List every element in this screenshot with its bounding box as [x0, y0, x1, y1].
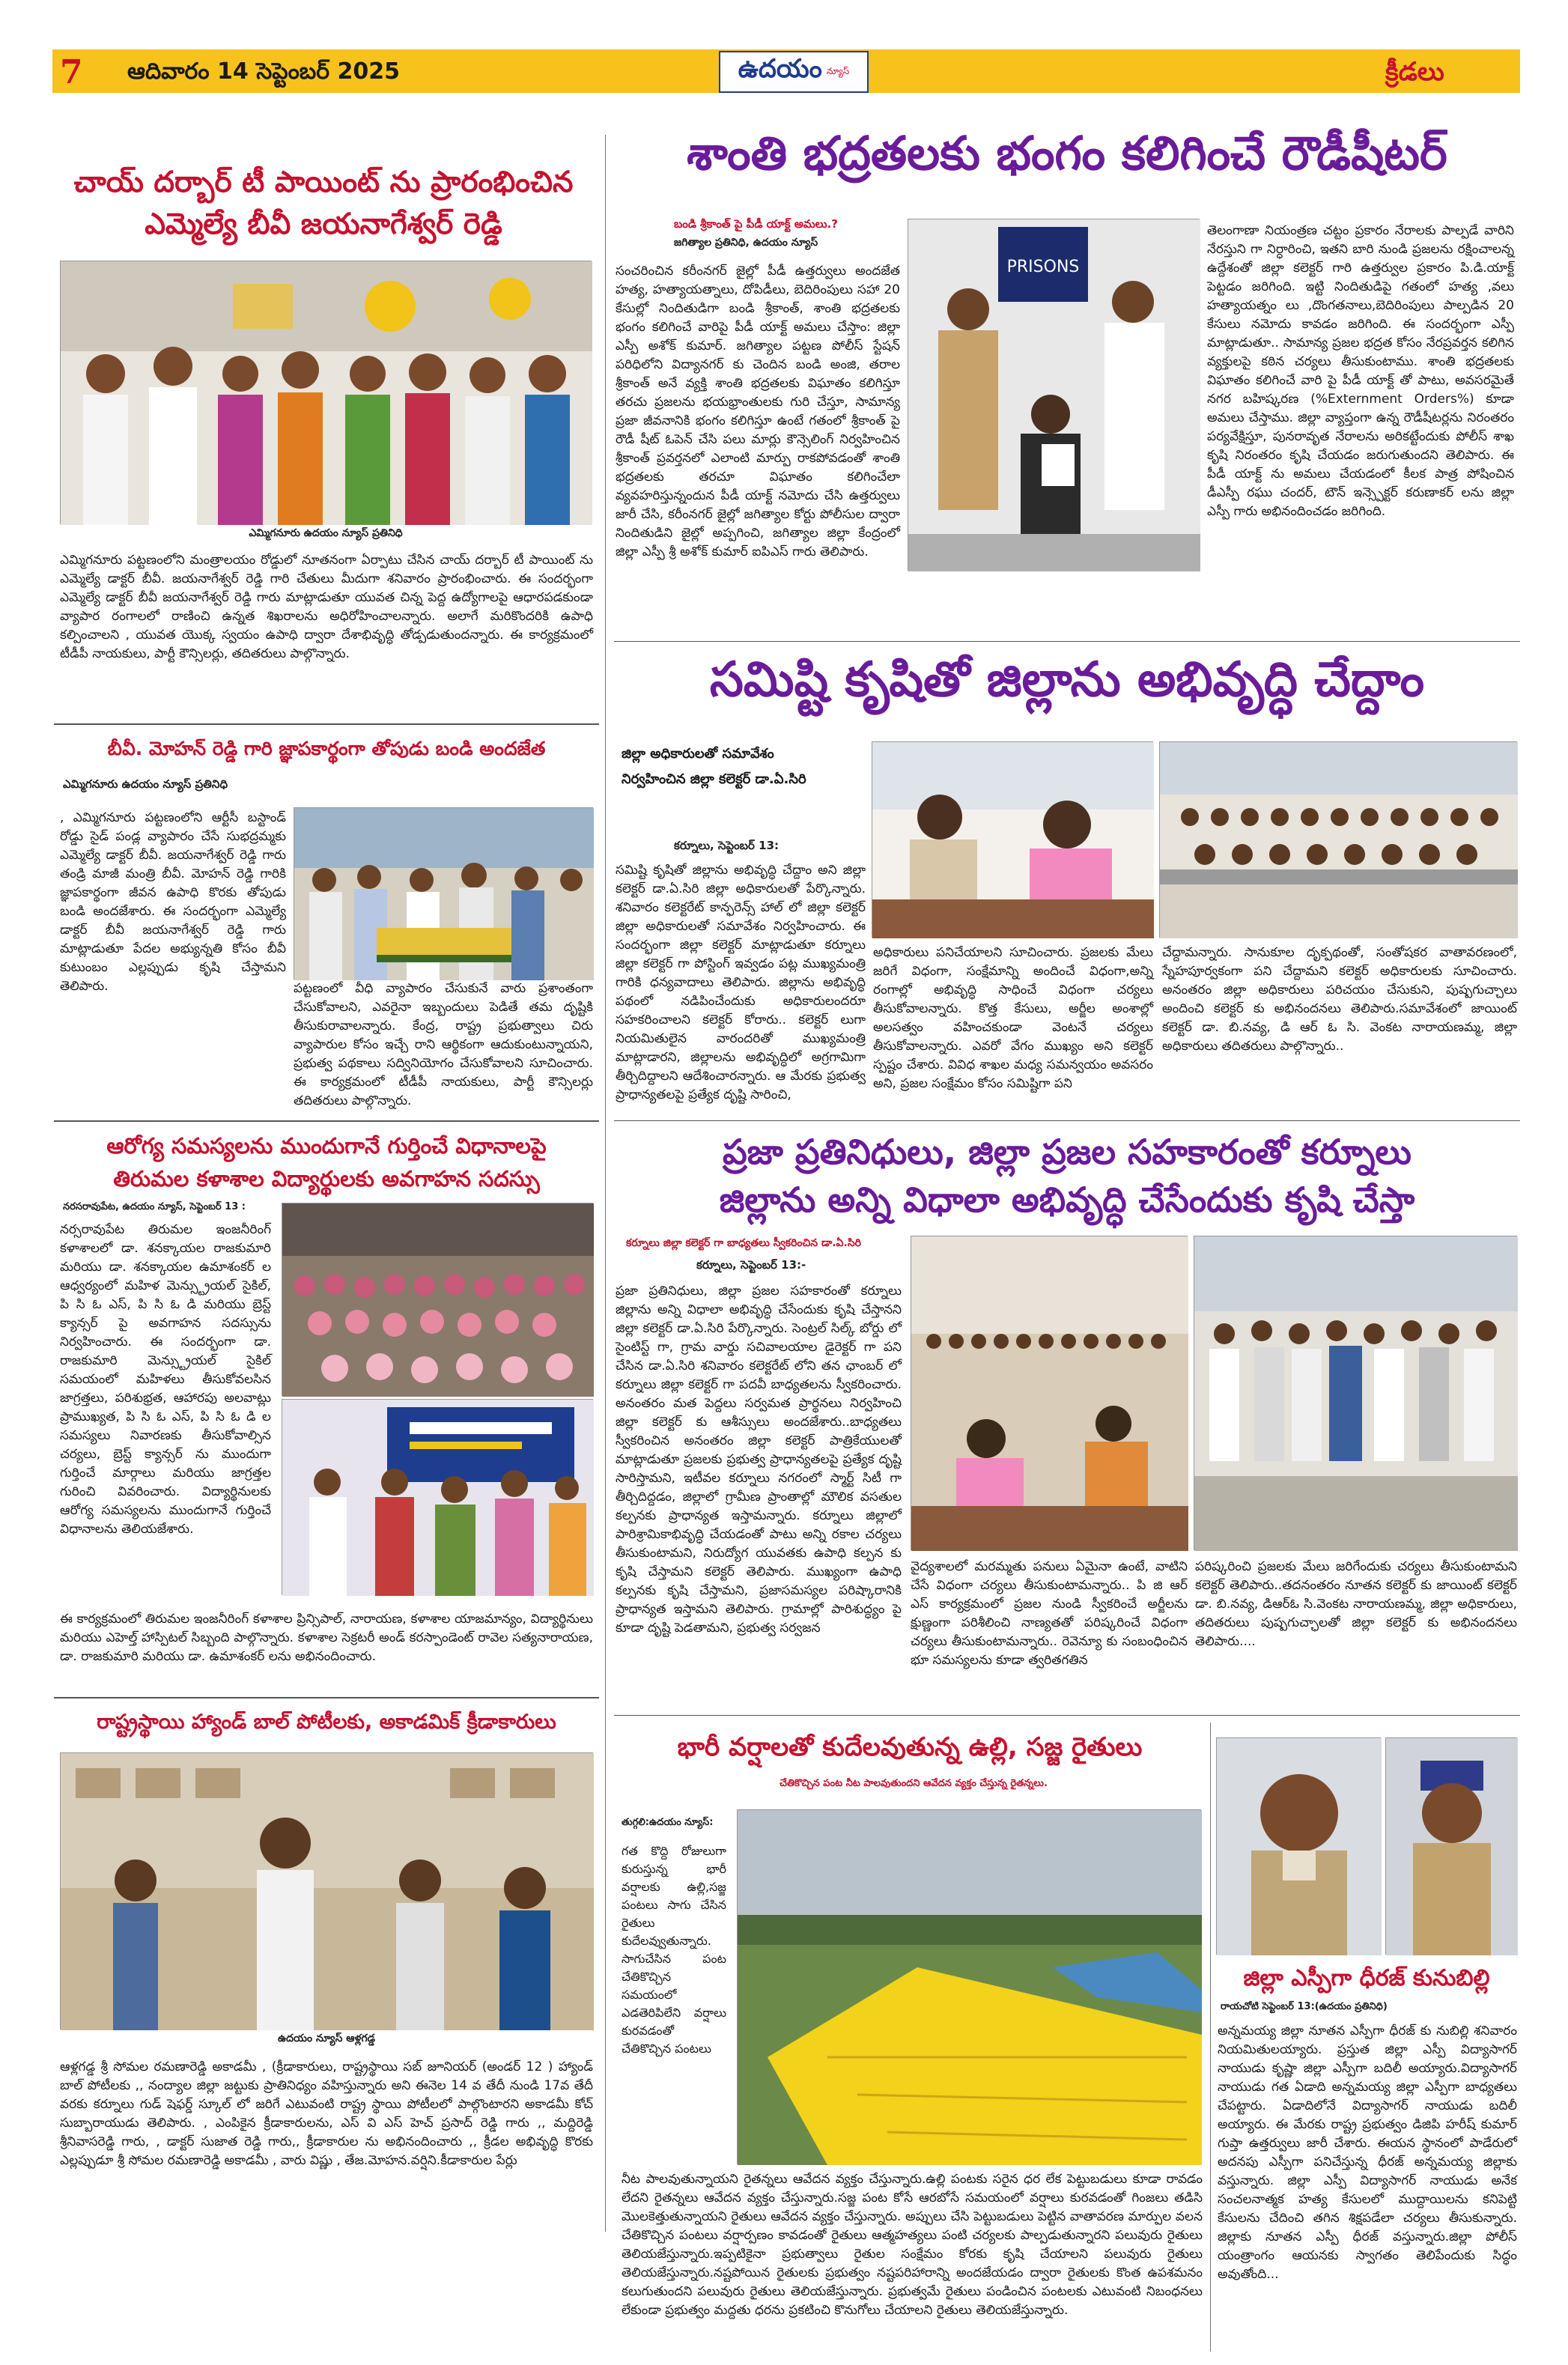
sp-headline: జిల్లా ఎస్పీగా ధీరజ్ కునుబిల్లి — [1243, 1965, 1490, 1991]
sp-body: అన్నమయ్య జిల్లా నూతన ఎస్పీగా ధీరజ్ కు నుబిల్లి శనివారం నియమితులయ్యారు. ప్రస్తుత జిల్లా ఎస్పీ విద్యాసాగర్ నాయుడు కృష్ణా జిల్లా ఎస్పీగా బదిలీ అయ్యారు.విద్యాసాగర్ నాయుడు గత ఏడాది అన్నమయ్య జిల్లా ఎస్పీగా బాధ్యతలు చేపట్టారు. ఏడాదిలోనే విద్యాసాగర్ నాయుడు బదిలీ అయ్యారు. ఈ మేరకు రాష్ట్ర ప్రభుత్వం డిజిపి హరీష్ కుమార్ గుప్తా ఉత్తర్వులు జారీ చేశారు. ఈయన స్థానంలో పాడేరులో అదనపు ఎస్పీగా పనిచేస్తున్న ధీరజ్ అన్నమయ్య జిల్లాకు వస్తున్నారు. జిల్లా ఎస్పీ విద్యాసాగర్ నాయుడు అనేక సంచలనాత్మక హత్య కేసులలో ముద్దాయిలను కనిపెట్టి కేసులను చేదించి తగిన శిక్షపడేలా చర్యలు తీసుకున్నారు. జిల్లాకు నూతన ఎస్పీ ధీరజ్ వస్తున్నారు.జిల్లా పోలీస్ యంత్రాంగం ఆయనకు స్వాగతం తెలిపేందుకు సిద్ధం అవుతోంది... — [1218, 2024, 1517, 2282]
thirumala-photo-1 — [282, 1203, 593, 1396]
mohan-body-wide: పట్టణంలో వీధి వ్యాపారం చేసుకునే వారు ప్రశాంతంగా చేసుకోవాలని, ఎవరైనా ఇబ్బందులు పెడితే తమ దృష్టికి తీసుకురావాలన్నారు. కేంద్ర, రాష్ట్ర ప్రభుత్వాలు చిరు వ్యాపారుల కోసం ఇచ్చే రాని ఆర్థికంగా ఆదుకుంటున్నాయని, ప్రభుత్వ పథకాలు సద్వినియోగం చేసుకోవాలని సూచించారు. ఈ కార్యక్రమంలో టీడీపీ నాయకులు, పార్టీ కౌన్సిలర్లు తదితరులు పాల్గొన్నారు. — [294, 981, 593, 1108]
kurnool-photo-1 — [911, 1236, 1188, 1550]
sp-byline: రాయచోటి సెప్టెంబర్ 13:(ఉదయం ప్రతినిధి) — [1221, 2001, 1388, 2012]
divider — [614, 1120, 1520, 1121]
farmers-body-narrow: గత కొద్ది రోజులుగా కురుస్తున్న భారీ వర్షాలకు ఉల్లి,సజ్జ పంటలు సాగు చేసిన రైతులు కుదేలవ్వుతున్నారు. సాగుచేసిన పంట చేతికొచ్చిన సమయంలో ఎడతెరిపిలేని వర్షాలు కురవడంతో చేతికొచ్చిన పంటలు — [622, 1844, 726, 2056]
mohan-body-narrow: , ఎమ్మిగనూరు పట్టణంలోని ఆర్టీసీ బస్టాండ్ రోడ్డు సైడ్ పండ్ల వ్యాపారం చేసే సుభద్రమ్మకు ఎమ్మెల్యే డాక్టర్ బీవీ. జయనాగేశ్వర్ రెడ్డి గారు తండ్రి మాజీ మంత్రి బీవీ. మోహన్ రెడ్డి గారికి జ్ఞాపకార్థంగా జీవన ఉపాధి కొరకు తోపుడు బండి అందజేశారు. ఈ సందర్భంగా ఎమ్మెల్యే డాక్టర్ బీవీ జయనాగేశ్వర్ రెడ్డి గారు మాట్లాడుతూ పేదల అభ్యున్నతి కోసం బీవీ కుటుంబం ఎల్లప్పుడు కృషి చేస్తామని తెలిపారు. — [60, 810, 286, 994]
collector-col3: చేద్దామన్నారు. సానుకూల దృక్పథంతో, సంతోషకర వాతావరణంలో, స్నేహపూర్వకంగా పని చేద్దామని కలెక్టర్ అధికారులకు సూచించారు. అనంతరం జిల్లా అధికారులు పరిచయం చేసుకుని, పుష్పగుచ్చాలు అందించి కలెక్టర్ కు అభినందనలు తెలిపారు.సమావేశంలో జాయింట్ కలెక్టర్ డా. బి.నవ్య, డి ఆర్ ఓ సి. వెంకట నారాయణమ్మ, జిల్లా అధికారులు తదితరులు పాల్గొన్నారు.. — [1162, 945, 1517, 1054]
collector-subhead-1: జిల్లా అధికారులతో సమావేశం — [622, 746, 774, 762]
farmers-subhead: చేతికొచ్చిన పంట నీట పాలవుతుందని ఆవేదన వ్యక్తం చేస్తున్న రైతన్నలు. — [780, 1778, 1048, 1789]
kurnool-col2: వైద్యశాలలో మరమ్మతు పనులు ఏమైనా ఉంటే, వాటిని చేసే విధంగా చర్యలు తీసుకుంటామన్నారు.. పి జి ఆర్ ఎస్ కార్యక్రమంలో ప్రజల నుండి స్వీకరించే అర్జీలను క్షుణ్ణంగా పరిశీలించి నాణ్యతతో పరిష్కరించే విధంగా చర్యలు తీసుకుంటామన్నారు.. రెవెన్యూ కు సంబంధించిన భూ సమస్యలను కూడా త్వరితగతిన — [911, 1559, 1188, 1668]
divider — [54, 723, 599, 725]
kurnool-headline-1: ప్రజా ప్రతినిధులు, జిల్లా ప్రజల సహకారంతో కర్నూలు — [723, 1132, 1411, 1172]
collector-col2: అధికారులు పనిచేయాలని సూచించారు. ప్రజలకు మేలు జరిగే విధంగా, సంక్షేమాన్ని అందించే విధంగా,అన్ని రంగాల్లో అభివృద్ధి సాధించే విధంగా చర్యలు తీసుకోవాలన్నారు. కొత్త కేసులు, అర్జీల అంశాల్లో అలసత్వం వహించకుండా వెంటనే చర్యలు తీసుకోవాలన్నారు. ఎవరో వేగం ముఖ్యం అని కలెక్టర్ స్పష్టం చేశారు. వివిధ శాఖల మధ్య సమన్వయం అవసరం అని, ప్రజల సంక్షేమం కోసం సమిష్టిగా పని — [873, 945, 1153, 1091]
kurnool-subhead: కర్నూలు జిల్లా కలెక్టర్ గా బాధ్యతలు స్వీకరించిన డా.ఏ.సిరి — [626, 1237, 861, 1249]
thirumala-body-wide: ఈ కార్యక్రమంలో తిరుమల ఇంజనీరింగ్ కళాశాల ప్రిన్సిపాల్, నారాయణ, కళాశాల యాజమాన్యం, విద్యార్థినులు మరియు ఎహెల్త్ హాస్పిటల్ సిబ్బంది పాల్గొన్నారు. కళాశాల సెక్రటరీ అండ్ కరస్పాండెంట్ రావెల సత్యనారాయణ, డా. రాజకుమారి మరియు డా. ఉమాశంకర్ లను అభినందించారు. — [60, 1612, 593, 1664]
farmers-photo — [737, 1809, 1201, 2164]
svg-text:PRISONS: PRISONS — [1006, 258, 1080, 276]
issue-date: ఆదివారం 14 సెప్టెంబర్ 2025 — [127, 58, 401, 85]
column-divider — [1210, 1722, 1211, 2352]
kurnool-headline-2: జిల్లాను అన్ని విధాలా అభివృద్ధి చేసేందుకు కృషి చేస్తా — [719, 1180, 1415, 1220]
thirumala-photo-2 — [282, 1399, 593, 1595]
divider — [54, 1120, 599, 1122]
kurnool-col3: పరిష్కరించి ప్రజలకు మేలు జరిగేందుకు చర్యలు తీసుకుంటామని కలెక్టర్ తెలిపారు..తదనంతరం నూతన కలెక్టర్ కు జాయింట్ కలెక్టర్ డా. బి.నవ్య, డిఆర్ఓ సి.వెంకట నారాయణమ్మ, జిల్లా అధికారులు, తదితరులు పుష్పగుచ్ఛాలతో జిల్లా కలెక్టర్ కు అభినందనలు తెలిపారు.... — [1195, 1559, 1517, 1649]
rowdy-byline: జగిత్యాల ప్రతినిధి, ఉదయం న్యూస్ — [674, 237, 818, 249]
farmers-byline: తుగ్గలి:ఉదయం న్యూస్: — [622, 1817, 714, 1828]
rowdy-headline: శాంతి భద్రతలకు భంగం కలిగించే రౌడీషీటర్ — [687, 126, 1447, 180]
thirumala-headline-1: ఆరోగ్య సమస్యలను ముందుగానే గుర్తించే విధానాలపై — [106, 1133, 547, 1159]
sp-photo-2 — [1385, 1737, 1517, 1955]
collector-photo-2 — [1159, 741, 1517, 938]
chai-photo — [60, 261, 592, 524]
collector-col1: సమిష్టి కృషితో జిల్లాను అభివృద్ధి చేద్దాం అని జిల్లా కలెక్టర్ డా.ఏ.సిరి జిల్లా అధికారులతో పేర్కొన్నారు. శనివారం కలెక్టరేట్ కాన్ఫరెన్స్ హాల్ లో జిల్లా కలెక్టర్ జిల్లా అధికారులతో సమావేశం నిర్వహించారు. ఈ సందర్భంగా జిల్లా కలెక్టర్ మాట్లాడుతూ కర్నూలు జిల్లా కలెక్టర్ గా పోస్టింగ్ ఇవ్వడం పట్ల ముఖ్యమంత్రి గారికి ధన్యవాదాలు తెలిపారు. జిల్లాను అభివృద్ధి పథంలో నడిపించేందుకు అధికారులందరూ సహకరించాలని కలెక్టర్ కోరారు.. కలెక్టర్ లుగా నియమితులైన వారందరితో ముఖ్యమంత్రి మాట్లాడారని, జిల్లాలను అభివృద్ధిలో అగ్రగామిగా తీర్చిదిద్దాలని ఆదేశించారన్నారు. ఆ మేరకు ప్రభుత్వ ప్రాధాన్యతలపై ప్రత్యేక దృష్టి సారించి, — [616, 863, 866, 1102]
divider — [614, 641, 1520, 642]
kurnool-col1: ప్రజా ప్రతినిధులు, జిల్లా ప్రజల సహకారంతో కర్నూలు జిల్లాను అన్ని విధాలా అభివృద్ధి చేసేందుకు కృషి చేస్తానని జిల్లా కలెక్టర్ డా.ఏ.సిరి పేర్కొన్నారు. సెంట్రల్ సిల్క్ బోర్డు లో సైంటిస్ట్ గా, గ్రామ వార్డు సచివాలయాల డైరెక్టర్ గా పని చేసిన డా.ఏ.సిరి శనివారం కలెక్టరేట్ లోని తన ఛాంబర్ లో కర్నూలు జిల్లా కలెక్టర్ గా పదవీ బాధ్యతలను స్వీకరించారు. అనంతరం మత పెద్దలు సర్వమత ప్రార్థనలు నిర్వహించి జిల్లా కలెక్టర్ కు ఆశీస్సులు అందజేశారు..బాధ్యతలు స్వీకరించిన అనంతరం జిల్లా కలెక్టర్ పాత్రికేయులతో మాట్లాడుతూ ప్రజలకు ప్రభుత్వ ప్రాధాన్యతలపై ప్రత్యేక దృష్టి సారిస్తామని, ఇటీవల కర్నూలు నగరంలో స్మార్ట్ సిటీ గా తీర్చిదిద్దడం, జిల్లాలో గ్రామీణ ప్రాంతాల్లో మౌలిక వసతుల కల్పనకు ప్రాధాన్యత ఇస్తామన్నారు. కర్నూలు జిల్లాలో పారిశ్రామికాభివృద్ధి చేయడంతో పాటు అన్ని రకాల చర్యలు తీసుకుంటామని, నిరుద్యోగ యువతకు ఉపాధి కల్పన కు కృషి చేస్తామని కలెక్టర్ తెలిపారు. ముఖ్యంగా ఉపాధి కల్పనకు కృషి చేస్తామని, ప్రజాసమస్యల పరిష్కారానికి ప్రాధాన్యత ఇస్తామని తెలిపారు. గ్రామాల్లో పారిశుద్ధ్యం పై కూడా దృష్టి పెడతామని, ప్రభుత్వ సర్వజన — [616, 1284, 902, 1636]
rowdy-photo — [908, 219, 1200, 571]
mohan-byline: ఎమ్మిగనూరు ఉదయం న్యూస్ ప్రతినిధి — [63, 777, 228, 791]
handball-photo-caption: ఉదయం న్యూస్ ఆళ్లగడ్డ — [277, 2032, 376, 2044]
divider — [614, 1715, 1520, 1716]
rowdy-col1: సంచరించిన కరీంనగర్ జైల్లో పీడీ ఉత్తర్వులు అందజేత హత్య, హత్యాయత్నాలు, దోపిడీలు, బెదిరింపులు సహా 20 కేసుల్లో నిందితుడిగా బండి శ్రీకాంత్, శాంతి భద్రతలకు భంగం కలిగించే వారిపై పీడీ యాక్ట్ అమలు చేస్తాం: జిల్లా ఎస్పీ అశోక్ కుమార్. జగిత్యాల పట్టణ పోలీస్ స్టేషన్ పరిధిలోని విద్యానగర్ కు చెందిన బండి అంజి, తరాల శ్రీకాంత్ అనే వ్యక్తి శాంతి భద్రతలకు విఘాతం కలిగిస్తూ తరచు ప్రజలను భయభ్రాంతులకు గురి చేస్తూ, సామాన్య ప్రజా జీవనానికి భంగం కలిగిస్తూ ఉంటే గతంలో శ్రీకాంత్ పై రౌడీ షీట్ ఓపెన్ చేసి పలు మార్లు కౌన్సెలింగ్ నిర్వహించిన శ్రీకాంత్ ప్రవర్తనలో ఎలాంటి మార్పు రాకపోవడంతో శాంతి భద్రతలకు తరచూ విఘాతం కలిగించేలా వ్యవహరిస్తున్నందున పీడీ యాక్ట్ నమోదు చేసి ఉత్తర్వులు జారీ చేసి, కరీంనగర్ జైల్లో జగిత్యాల కోర్టు పోలీసుల ద్వారా నిందితుడిని జైల్లో అప్పగించి, జగిత్యాల జిల్లా కేంద్రంలో జిల్లా ఎస్పీ శ్రీ అశోక్ కుమార్ ఐపిఎస్ గారు తెలిపారు. — [616, 264, 900, 559]
chai-body: ఎమ్మిగనూరు పట్టణంలోని మంత్రాలయం రోడ్డులో నూతనంగా ఏర్పాటు చేసిన చాయ్ దర్బార్ టీ పాయింట్ ను ఎమ్మెల్యే డాక్టర్ బీవీ. జయనాగేశ్వర్ రెడ్డి గారి చేతులు మీదుగా శనివారం ప్రారంభించారు. ఈ సందర్భంగా ఎమ్మెల్యే డాక్టర్ బీవీ జయనాగేశ్వర్ రెడ్డి గారు మాట్లాడుతూ యువత చిన్న పెద్ద ఉద్యోగాలపై ఆధారపడకుండా వ్యాపార రంగాలలో రాణించి ఉన్నత శిఖరాలను అధిరోహించాలన్నారు. అలాగే మరికొందరికి ఉపాధి కల్పించాలని , యువత యొక్క స్వయం ఉపాధి ద్వారా దేశాభివృద్ధి తోడ్పడుతుందన్నారు. ఈ కార్యక్రమంలో టీడీపీ నాయకులు, పార్టీ కౌన్సిలర్లు, తదితరులు పాల్గొన్నారు. — [60, 553, 593, 661]
rowdy-subhead: బండి శ్రీకాంత్ పై పీడీ యాక్ట్ అమలు.? — [674, 217, 838, 231]
chai-photo-caption: ఎమ్మిగనూరు ఉదయం న్యూస్ ప్రతినిధి — [249, 527, 403, 539]
farmers-body-wide: నీట పాలవుతున్నాయని రైతన్నలు ఆవేదన వ్యక్తం చేస్తున్నారు.ఉల్లి పంటకు సరైన ధర లేక పెట్టుబడులు కూడా రావడం లేదని రైతన్నలు ఆవేదన వ్యక్తం చేస్తున్నారు.సజ్జ పంట కోసే ఆరబోసే సమయంలో వర్షాలు కురవడంతో గింజలు తడిసి మొలకెత్తుతున్నాయని రైతులు ఆవేదన వ్యక్తం చేస్తున్నారు. అప్పులు చేసి పెట్టుబడులు పెట్టిన వాతావరణ మార్పుల వలన చేతికొచ్చిన పంటలు వర్షార్పణం కావడంతో రైతులు ఆత్మహత్యలు పంటి చర్యలకు పాల్పడుతున్నారని పలువురు రైతులు తెలియజేస్తున్నారు.ఇప్పటికైనా ప్రభుత్వాలు రైతుల సంక్షేమం కోరకు కృషి చేయాలని పలువురు రైతులు తెలియజేస్తున్నారు.నష్టపోయిన రైతులకు ప్రభుత్వం నష్టపరిహారాన్ని అందజేయడం ద్వారా రైతులకు కొంత ఉపశమనం కలుగుతుందని పలువురు రైతులు తెలియజేస్తున్నారు. ప్రభుత్వమే రైతులు పండించిన పంటలకు ఎటువంటి నిబంధనలు లేకుండా ప్రభుత్వం మద్దతు ధరను ప్రకటించి కొనుగోలు చేయాలని రైతులు తెలియజేస్తున్నారు. — [622, 2172, 1203, 2318]
handball-photo — [60, 1752, 593, 2029]
divider — [54, 1697, 599, 1698]
chai-headline-2: ఎమ్మెల్యే బీవీ జయనాగేశ్వర్ రెడ్డి — [145, 207, 502, 241]
page-number: 7 — [60, 53, 83, 91]
collector-dateline: కర్నూలు, సెప్టెంబర్ 13: — [674, 839, 780, 852]
thirumala-byline: నరసరావుపేట, ఉదయం న్యూస్, సెప్టెంబర్ 13 : — [63, 1201, 246, 1212]
kurnool-photo-2 — [1194, 1236, 1517, 1550]
thirumala-headline-2: తిరుమల కళాశాల విద్యార్థులకు అవగాహన సదస్సు — [113, 1166, 540, 1191]
mohan-headline: బీవీ. మోహన్ రెడ్డి గారి జ్ఞాపకార్థంగా తోపుడు బండి అందజేత — [107, 738, 546, 759]
newspaper-logo — [719, 51, 869, 93]
column-divider — [605, 135, 606, 2232]
section-name: క్రీడలు — [1385, 57, 1444, 87]
farmers-headline: భారీ వర్షాలతో కుదేలవుతున్న ఉల్లి, సజ్జ రైతులు — [677, 1732, 1143, 1762]
thirumala-body-narrow: నర్సరావుపేట తిరుమల ఇంజనీరింగ్ కళాశాలలో డా. శనక్కాయల రాజకుమారి మరియు డా. శనక్కాయల ఉమాశంకర్ ల ఆధ్వర్యంలో మహిళ మెన్స్ట్రుయల్ సైకిల్, పి సి ఓ ఎస్, పి సి ఓ డి మరియు బ్రెస్ట్ క్యాన్సర్ పై అవగాహన సదస్సును నిర్వహించారు. ఈ సందర్భంగా డా. రాజకుమారి మెన్స్ట్రుయల్ సైకిల్ సమయంలో మహిళలు తీసుకోవలసిన జాగ్రత్తలు, పరిశుభ్రత, ఆహారపు అలవాట్లు ప్రాముఖ్యత, పి సి ఓ ఎస్, పి సి ఓ డి ల సమస్యలు నివారణకు తీసుకోవాల్సిన చర్యలు, బ్రెస్ట్ క్యాన్సర్ ను ముందుగా గుర్తించే మార్గాలు మరియు జాగ్రత్తల గురించి వివరించారు. విద్యార్థినులకు ఆరోగ్య సమస్యలను ముందుగానే గుర్తించే విధానాలను తెలియజేశారు. — [60, 1222, 271, 1537]
collector-subhead-2: నిర్వహించిన జిల్లా కలెక్టర్ డా.ఏ.సిరి — [622, 771, 806, 787]
mohan-photo — [294, 807, 593, 980]
collector-photo-1 — [872, 741, 1153, 938]
rowdy-col2: తెలంగాణా నియంత్రణ చట్టం ప్రకారం నేరాలకు పాల్పడే వారిని నేరస్తుని గా నిర్ధారించి, ఇతని బారి నుండి ప్రజలను రక్షించాలన్న ఉద్దేశంతో జిల్లా కలెక్టర్ గారి ఉత్తర్వుల ప్రకారం పి.డి.యాక్ట్ పెట్టడం జరిగింది. ఇట్టి నిందితుడిపై గతంలో హత్య ,వలు హత్యాయత్నం లు ,దొంగతనాలు,బెదిరింపులు పాల్పడిన 20 కేసులు నమోదు కావడం జరిగింది. ఈ సందర్భంగా ఎస్పీ మాట్లాడుతూ.. సామాన్య ప్రజల భద్రత కోసం నేరప్రవర్తన కలిగిన వ్యక్తులపై కఠిన చర్యలు తీసుకుంటాము. శాంతి భద్రతలకు విఘాతం కలిగించే వారి పై పీడీ యాక్ట్ తో పాటు, అవసరమైతే నగర బహిష్కరణ (%Externment Orders%) కూడా అమలు చేస్తాము. జిల్లా వ్యాప్తంగా ఉన్న రౌడీషీటర్లను నిరంతరం పర్యవేక్షిస్తూ, పునరావృత నేరాలను అరికట్టేందుకు పోలీస్ శాఖ కృషి నిరంతరం కృషి చేయడం జరుగుతుందని తెలిపారు. ఈ పీడీ యాక్ట్ ను అమలు చేయడంలో కీలక పాత్ర పోషించిన డీఎస్పీ రఘు చందర్, టౌన్ ఇన్స్పెక్టర్ కరుణాకర్ లను జిల్లా ఎస్పీ గారు అభినందించడం జరిగింది. — [1207, 223, 1514, 519]
chai-headline-1: చాయ్ దర్బార్ టీ పాయింట్ ను ప్రారంభించిన — [73, 166, 574, 199]
handball-headline: రాష్ట్రస్థాయి హ్యాండ్ బాల్ పోటీలకు, అకాడమిక్ క్రీడాకారులు — [97, 1710, 556, 1734]
logo-text: ఉదయం — [738, 54, 822, 84]
collector-headline: సమిష్టి కృషితో జిల్లాను అభివృద్ధి చేద్దాం — [709, 652, 1425, 708]
kurnool-dateline: కర్నూలు, సెప్టెంబర్ 13:- — [696, 1258, 806, 1272]
sp-photo-1 — [1216, 1737, 1381, 1955]
logo-sub: న్యూస్ — [826, 65, 850, 76]
handball-body: ఆళ్లగడ్డ శ్రీ సోమల రమణారెడ్డి అకాడమీ , (క్రీడాకారులు, రాష్ట్రస్థాయి సబ్ జూనియర్ (అండర్ 12 ) హ్యాండ్ బాల్ పోటీలకు ,, నంద్యాల జిల్లా జట్టుకు ప్రాతినిధ్యం వహిస్తున్నారు అని ఈనెల 14 వ తేదీ నుండి 17వ తేదీ వరకు కర్నూలు గుడ్ షెఫర్డ్ స్కూల్ లో జరిగే ఎటువంటి రాష్ట్ర స్థాయి పోటీలలో పాల్గొంటారని అకాడమీ కోచ్ సుబ్బారాయుడు తెలిపారు. , ఎంపికైన క్రీడాకారులను, ఎస్ వి ఎస్ హెచ్ ప్రసాద్ రెడ్డి గారు ,, మద్దిరెడ్డి శ్రీనివాసరెడ్డి గారు, , డాక్టర్ సుజాత రెడ్డి గారు,, క్రీడాకారుల ను అభినందించారు ,, క్రీడల అభివృద్ధి కొరకు ఎల్లప్పుడూ శ్రీ సోమల రమణారెడ్డి అకాడమీ , వారు విష్ణు , తేజ.మోహన.వర్షిని.కీడాకారుల పేర్లు — [60, 2059, 593, 2168]
